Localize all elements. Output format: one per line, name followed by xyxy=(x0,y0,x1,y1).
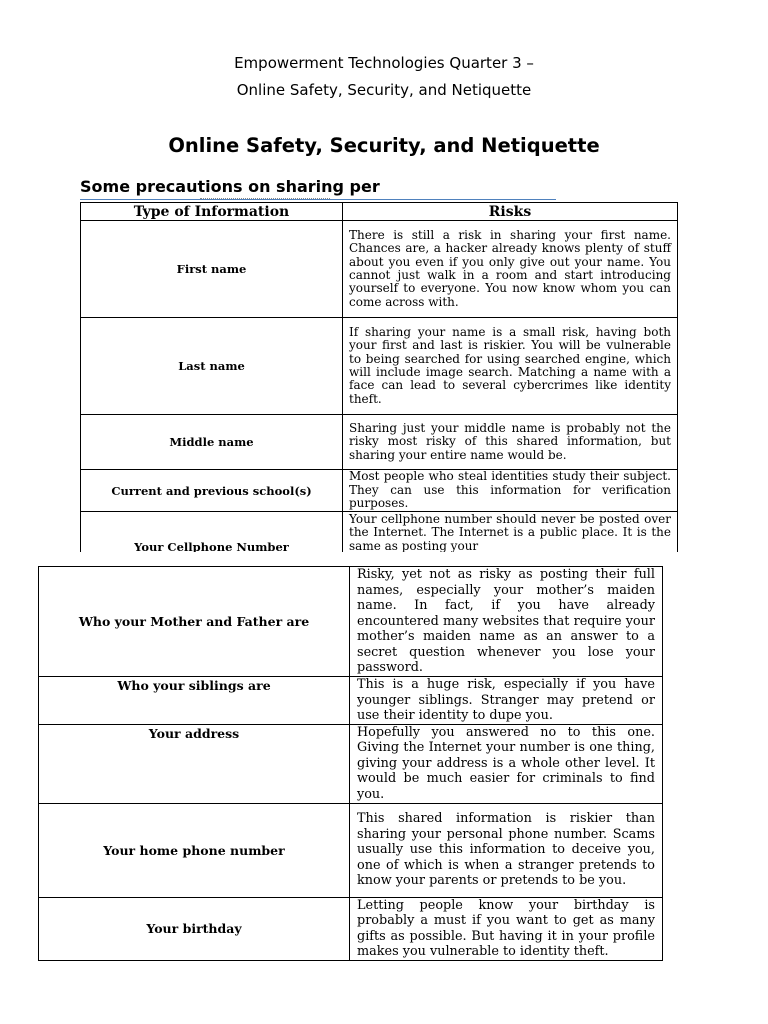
type-cell: Who your siblings are xyxy=(39,677,350,725)
table-row xyxy=(81,470,678,512)
precautions-table-1 xyxy=(80,202,678,552)
intro-text: Some precautions on sharing per xyxy=(80,177,380,196)
header-type: Type of Information xyxy=(81,203,343,221)
type-cell: Your home phone number xyxy=(39,803,350,897)
header-line-1: Empowerment Technologies Quarter 3 – xyxy=(234,54,534,72)
table-row xyxy=(81,221,678,318)
table-row xyxy=(39,897,663,960)
table-row xyxy=(81,512,678,553)
type-cell: Who your Mother and Father are xyxy=(39,567,350,677)
risk-cell: Hopefully you answered no to this one. Giving the Internet your number is one thing, giving your address is a whole other level. It would be much easier for criminals to find you. xyxy=(350,724,663,803)
table-row xyxy=(81,415,678,470)
header-risks: Risks xyxy=(343,203,678,221)
risk-cell: There is still a risk in sharing your first name. Chances are, a hacker already knows plenty of stuff about you even if you only give out your name. You cannot just walk in a room and start introducing yourself to everyone. You now know whom you can come across with. xyxy=(343,221,678,318)
risk-cell: Risky, yet not as risky as posting their full names, especially your mother’s maiden name. In fact, if you have already encountered many websites that require your mother’s maiden name as an answer to a secret question whenever you lose your password. xyxy=(350,567,663,677)
type-cell: First name xyxy=(81,221,343,318)
table-row xyxy=(39,803,663,897)
risk-cell: If sharing your name is a small risk, having both your first and last is riskier. You will be vulnerable to being searched for using searched engine, which will include image search. Matching a name with a face can lead to several cybercrimes like identity theft. xyxy=(343,318,678,415)
header-line-2: Online Safety, Security, and Netiquette xyxy=(236,81,532,99)
table-header-row xyxy=(81,203,678,221)
risk-cell: This is a huge risk, especially if you have younger siblings. Stranger may pretend or use their identity to dupe you. xyxy=(350,677,663,725)
page-title: Online Safety, Security, and Netiquette xyxy=(168,134,600,157)
risk-cell: Most people who steal identities study their subject. They can use this information for verification purposes. xyxy=(343,470,678,512)
risk-cell: This shared information is riskier than sharing your personal phone number. Scams usually use this information to deceive you, one of which is when a stranger pretends to know your parents or pretends to be you. xyxy=(350,803,663,897)
type-cell: Your birthday xyxy=(39,897,350,960)
type-cell: Last name xyxy=(81,318,343,415)
table-row xyxy=(39,567,663,677)
risk-cell: Sharing just your middle name is probably not the risky most risky of this shared information, but sharing your entire name would be. xyxy=(343,415,678,470)
risk-cell: Letting people know your birthday is probably a must if you want to get as many gifts as possible. But having it in your profile makes you vulnerable to identity theft. xyxy=(350,897,663,960)
type-cell: Your address xyxy=(39,724,350,803)
type-cell: Middle name xyxy=(81,415,343,470)
table-row xyxy=(81,318,678,415)
table-row xyxy=(39,677,663,725)
table-row xyxy=(39,724,663,803)
risk-cell: Your cellphone number should never be posted over the Internet. The Internet is a public place. It is the same as posting your xyxy=(343,512,678,553)
precautions-table-2 xyxy=(38,566,663,961)
type-cell: Current and previous school(s) xyxy=(81,470,343,512)
type-cell: Your Cellphone Number xyxy=(81,512,343,553)
